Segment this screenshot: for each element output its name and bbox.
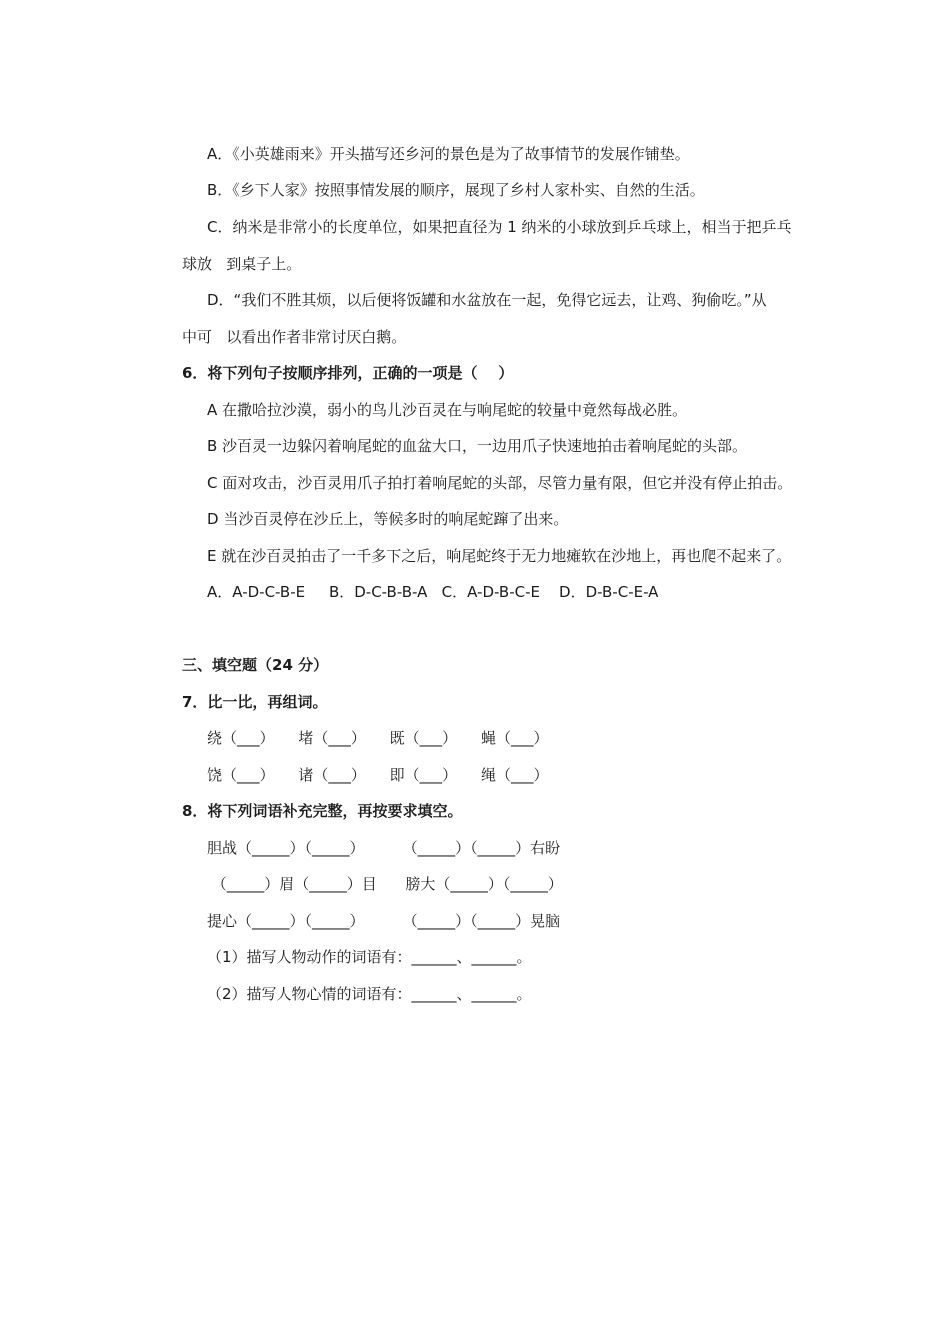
sentence-e: E 就在沙百灵拍击了一千多下之后，响尾蛇终于无力地瘫软在沙地上，再也爬不起来了。 <box>207 547 792 565</box>
question-8-row-3: 提心（_____）（_____） （_____）（_____）晃脑 <box>207 912 561 930</box>
question-7-title: 7．比一比，再组词。 <box>182 693 328 711</box>
question-8-sub-2: （2）描写人物心情的词语有：______、______。 <box>207 985 532 1003</box>
sentence-b: B 沙百灵一边躲闪着响尾蛇的血盆大口，一边用爪子快速地拍击着响尾蛇的头部。 <box>207 437 748 455</box>
option-a: A．《小英雄雨来》开头描写还乡河的景色是为了故事情节的发展作铺垫。 <box>207 145 690 163</box>
option-b: B．《乡下人家》按照事情发展的顺序，展现了乡村人家朴实、自然的生活。 <box>207 181 705 199</box>
option-d-line2: 中可 以看出作者非常讨厌白鹅。 <box>182 328 407 346</box>
option-c-line2: 球放 到桌子上。 <box>182 255 302 273</box>
option-c-line1: C．纳米是非常小的长度单位，如果把直径为 1 纳米的小球放到乒乓球上，相当于把乒乓 <box>207 218 792 236</box>
sentence-d: D 当沙百灵停在沙丘上，等候多时的响尾蛇蹿了出来。 <box>207 510 569 528</box>
question-8-title: 8．将下列词语补充完整，再按要求填空。 <box>182 802 463 820</box>
question-7-row-1: 绕（___） 堵（___） 既（___） 蝇（___） <box>207 729 549 747</box>
question-8-sub-1: （1）描写人物动作的词语有：______、______。 <box>207 948 532 966</box>
option-d-line1: D．“我们不胜其烦，以后便将饭罐和水盆放在一起，免得它远去，让鸡、狗偷吃。”从 <box>207 291 767 309</box>
sentence-a: A 在撒哈拉沙漠，弱小的鸟儿沙百灵在与响尾蛇的较量中竟然每战必胜。 <box>207 401 688 419</box>
question-8-row-1: 胆战（_____）（_____） （_____）（_____）右盼 <box>207 839 561 857</box>
question-6-choices: A．A-D-C-B-E B．D-C-B-B-A C．A-D-B-C-E D．D-B-C-E-A <box>207 583 659 601</box>
sentence-c: C 面对攻击，沙百灵用爪子拍打着响尾蛇的头部，尽管力量有限，但它并没有停止拍击。 <box>207 474 793 492</box>
question-6-title: 6．将下列句子按顺序排列，正确的一项是（ ） <box>182 364 514 382</box>
question-8-row-2: （_____）眉（_____）目 膀大（_____）（_____） <box>207 875 563 893</box>
section-3-title: 三、填空题（24 分） <box>182 656 329 674</box>
question-7-row-2: 饶（___） 诸（___） 即（___） 绳（___） <box>207 766 549 784</box>
